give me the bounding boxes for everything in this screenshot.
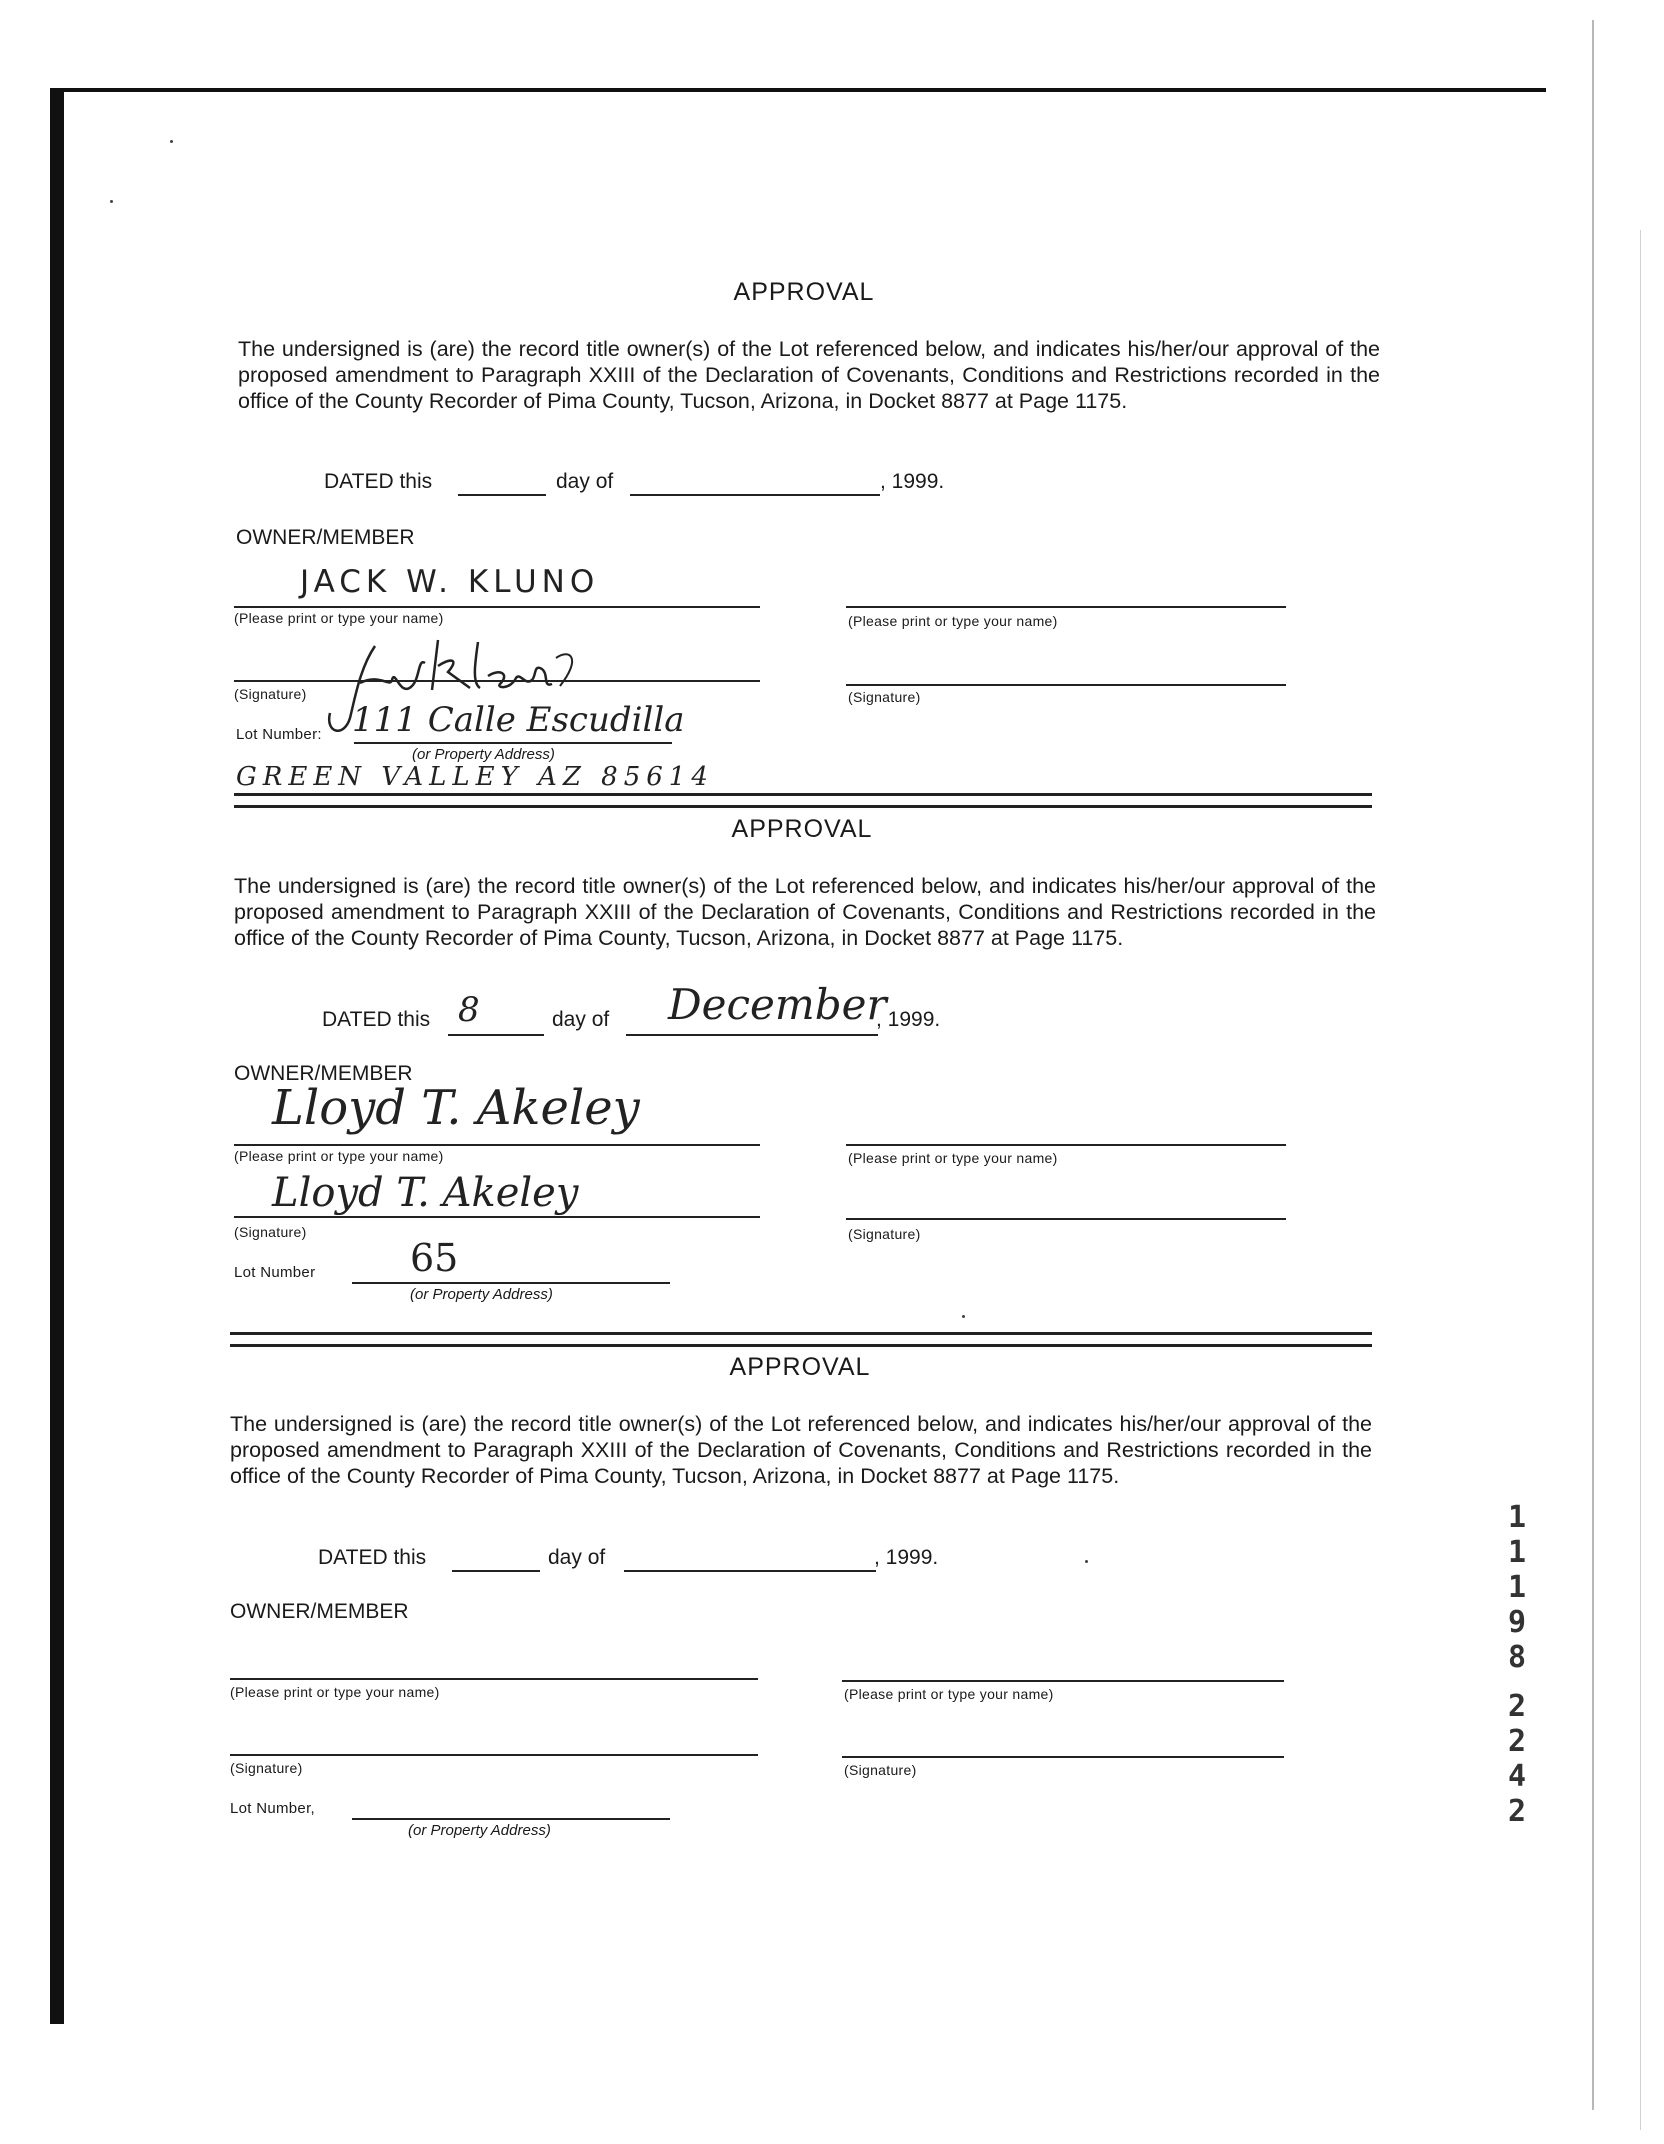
section-divider-2 [230, 1332, 1372, 1347]
lot-line-3 [352, 1818, 670, 1820]
approval-title-1: APPROVAL [733, 278, 875, 306]
name-line-2a [234, 1144, 760, 1146]
year-label-2: , 1999. [876, 1008, 941, 1031]
signature-caption-1a: (Signature) [234, 686, 307, 702]
signature-line-1a [234, 680, 760, 682]
handwritten-printed-name-2: Lloyd T. Akeley [272, 1080, 640, 1136]
address-caption-1: (or Property Address) [412, 746, 555, 763]
lot-number-label-3: Lot Number, [230, 1800, 316, 1817]
handwritten-printed-name-1: JACK W. KLUNO [300, 564, 600, 600]
signature-line-3b [842, 1756, 1284, 1758]
lot-number-label-2: Lot Number [234, 1264, 316, 1281]
year-label-1: , 1999. [880, 470, 945, 493]
owner-member-label-1: OWNER/MEMBER [236, 526, 415, 549]
day-of-label-2: day of [552, 1008, 610, 1031]
name-caption-3b: (Please print or type your name) [844, 1686, 1054, 1702]
scan-speck [1085, 1560, 1088, 1563]
signature-caption-3a: (Signature) [230, 1760, 303, 1776]
dated-label-1: DATED this [324, 470, 433, 493]
name-line-3b [842, 1680, 1284, 1682]
signature-line-2b [846, 1218, 1286, 1220]
day-line-2 [448, 1034, 544, 1036]
stamp-digit: 8 [1507, 1640, 1527, 1675]
lot-line-2 [352, 1282, 670, 1284]
address-caption-3: (or Property Address) [408, 1822, 551, 1839]
signature-caption-1b: (Signature) [848, 689, 921, 705]
month-line-3 [624, 1570, 876, 1572]
page-right-edge-shadow [1640, 230, 1641, 2130]
handwritten-address-1: GREEN VALLEY AZ 85614 [236, 762, 714, 792]
month-line-2 [626, 1034, 878, 1036]
stamp-digit: 2 [1507, 1689, 1527, 1724]
month-line-1 [630, 494, 880, 496]
owner-member-label-2: OWNER/MEMBER [234, 1062, 413, 1085]
stamp-digit: 1 [1507, 1535, 1527, 1570]
section-divider-1 [234, 793, 1372, 808]
approval-title-3: APPROVAL [729, 1353, 871, 1381]
name-line-1a [234, 606, 760, 608]
stamp-digit: 9 [1507, 1605, 1527, 1640]
scan-top-border [50, 88, 1546, 92]
year-label-3: , 1999. [874, 1546, 939, 1569]
stamp-digit: 1 [1507, 1500, 1527, 1535]
name-line-3a [230, 1678, 758, 1680]
day-line-1 [458, 494, 546, 496]
signature-line-2a [234, 1216, 760, 1218]
approval-text-2: The undersigned is (are) the record title owner(s) of the Lot referenced below, and indicates his/her/our approval of the proposed amendment to Paragraph XXIII of the Declaration of Covenants, Conditions and Restrictions recorded in the office of the County Recorder of Pima County, Tucson, Arizona, in Docket 8877 at Page 1175. [234, 874, 1376, 950]
day-of-label-3: day of [548, 1546, 606, 1569]
dated-label-2: DATED this [322, 1008, 431, 1031]
signature-2: Lloyd T. Akeley [272, 1170, 579, 1216]
handwritten-month-2: December [668, 980, 887, 1029]
scan-left-border [50, 88, 64, 2024]
name-caption-1a: (Please print or type your name) [234, 610, 444, 626]
scan-speck [962, 1315, 965, 1318]
approval-text-3: The undersigned is (are) the record title owner(s) of the Lot referenced below, and indicates his/her/our approval of the proposed amendment to Paragraph XXIII of the Declaration of Covenants, Conditions and Restrictions recorded in the office of the County Recorder of Pima County, Tucson, Arizona, in Docket 8877 at Page 1175. [230, 1412, 1372, 1488]
handwritten-lot-1: 111 Calle Escudilla [352, 700, 685, 740]
stamp-digit: 1 [1507, 1570, 1527, 1605]
approval-text-1: The undersigned is (are) the record title owner(s) of the Lot referenced below, and indicates his/her/our approval of the proposed amendment to Paragraph XXIII of the Declaration of Covenants, Conditions and Restrictions recorded in the office of the County Recorder of Pima County, Tucson, Arizona, in Docket 8877 at Page 1175. [238, 337, 1380, 413]
lot-number-label-1: Lot Number: [236, 726, 322, 743]
name-caption-2a: (Please print or type your name) [234, 1148, 444, 1164]
approval-title-2: APPROVAL [731, 815, 873, 843]
day-of-label-1: day of [556, 470, 614, 493]
handwritten-lot-2: 65 [410, 1236, 459, 1280]
name-caption-3a: (Please print or type your name) [230, 1684, 440, 1700]
stamp-digit: 2 [1507, 1794, 1527, 1829]
dated-label-3: DATED this [318, 1546, 427, 1569]
address-caption-2: (or Property Address) [410, 1286, 553, 1303]
handwritten-day-2: 8 [458, 990, 480, 1030]
name-caption-2b: (Please print or type your name) [848, 1150, 1058, 1166]
name-line-1b [846, 606, 1286, 608]
recorder-docket-stamp [1500, 1500, 1534, 1829]
name-line-2b [846, 1144, 1286, 1146]
scan-speck [170, 140, 173, 143]
signature-caption-2b: (Signature) [848, 1226, 921, 1242]
stamp-digit: 2 [1507, 1724, 1527, 1759]
signature-line-1b [846, 684, 1286, 686]
owner-member-label-3: OWNER/MEMBER [230, 1600, 409, 1623]
signature-caption-2a: (Signature) [234, 1224, 307, 1240]
scan-speck [110, 200, 113, 203]
signature-line-3a [230, 1754, 758, 1756]
name-caption-1b: (Please print or type your name) [848, 613, 1058, 629]
page-right-edge [1592, 20, 1594, 2110]
day-line-3 [452, 1570, 540, 1572]
lot-line-1 [354, 742, 672, 744]
signature-caption-3b: (Signature) [844, 1762, 917, 1778]
stamp-digit: 4 [1507, 1759, 1527, 1794]
